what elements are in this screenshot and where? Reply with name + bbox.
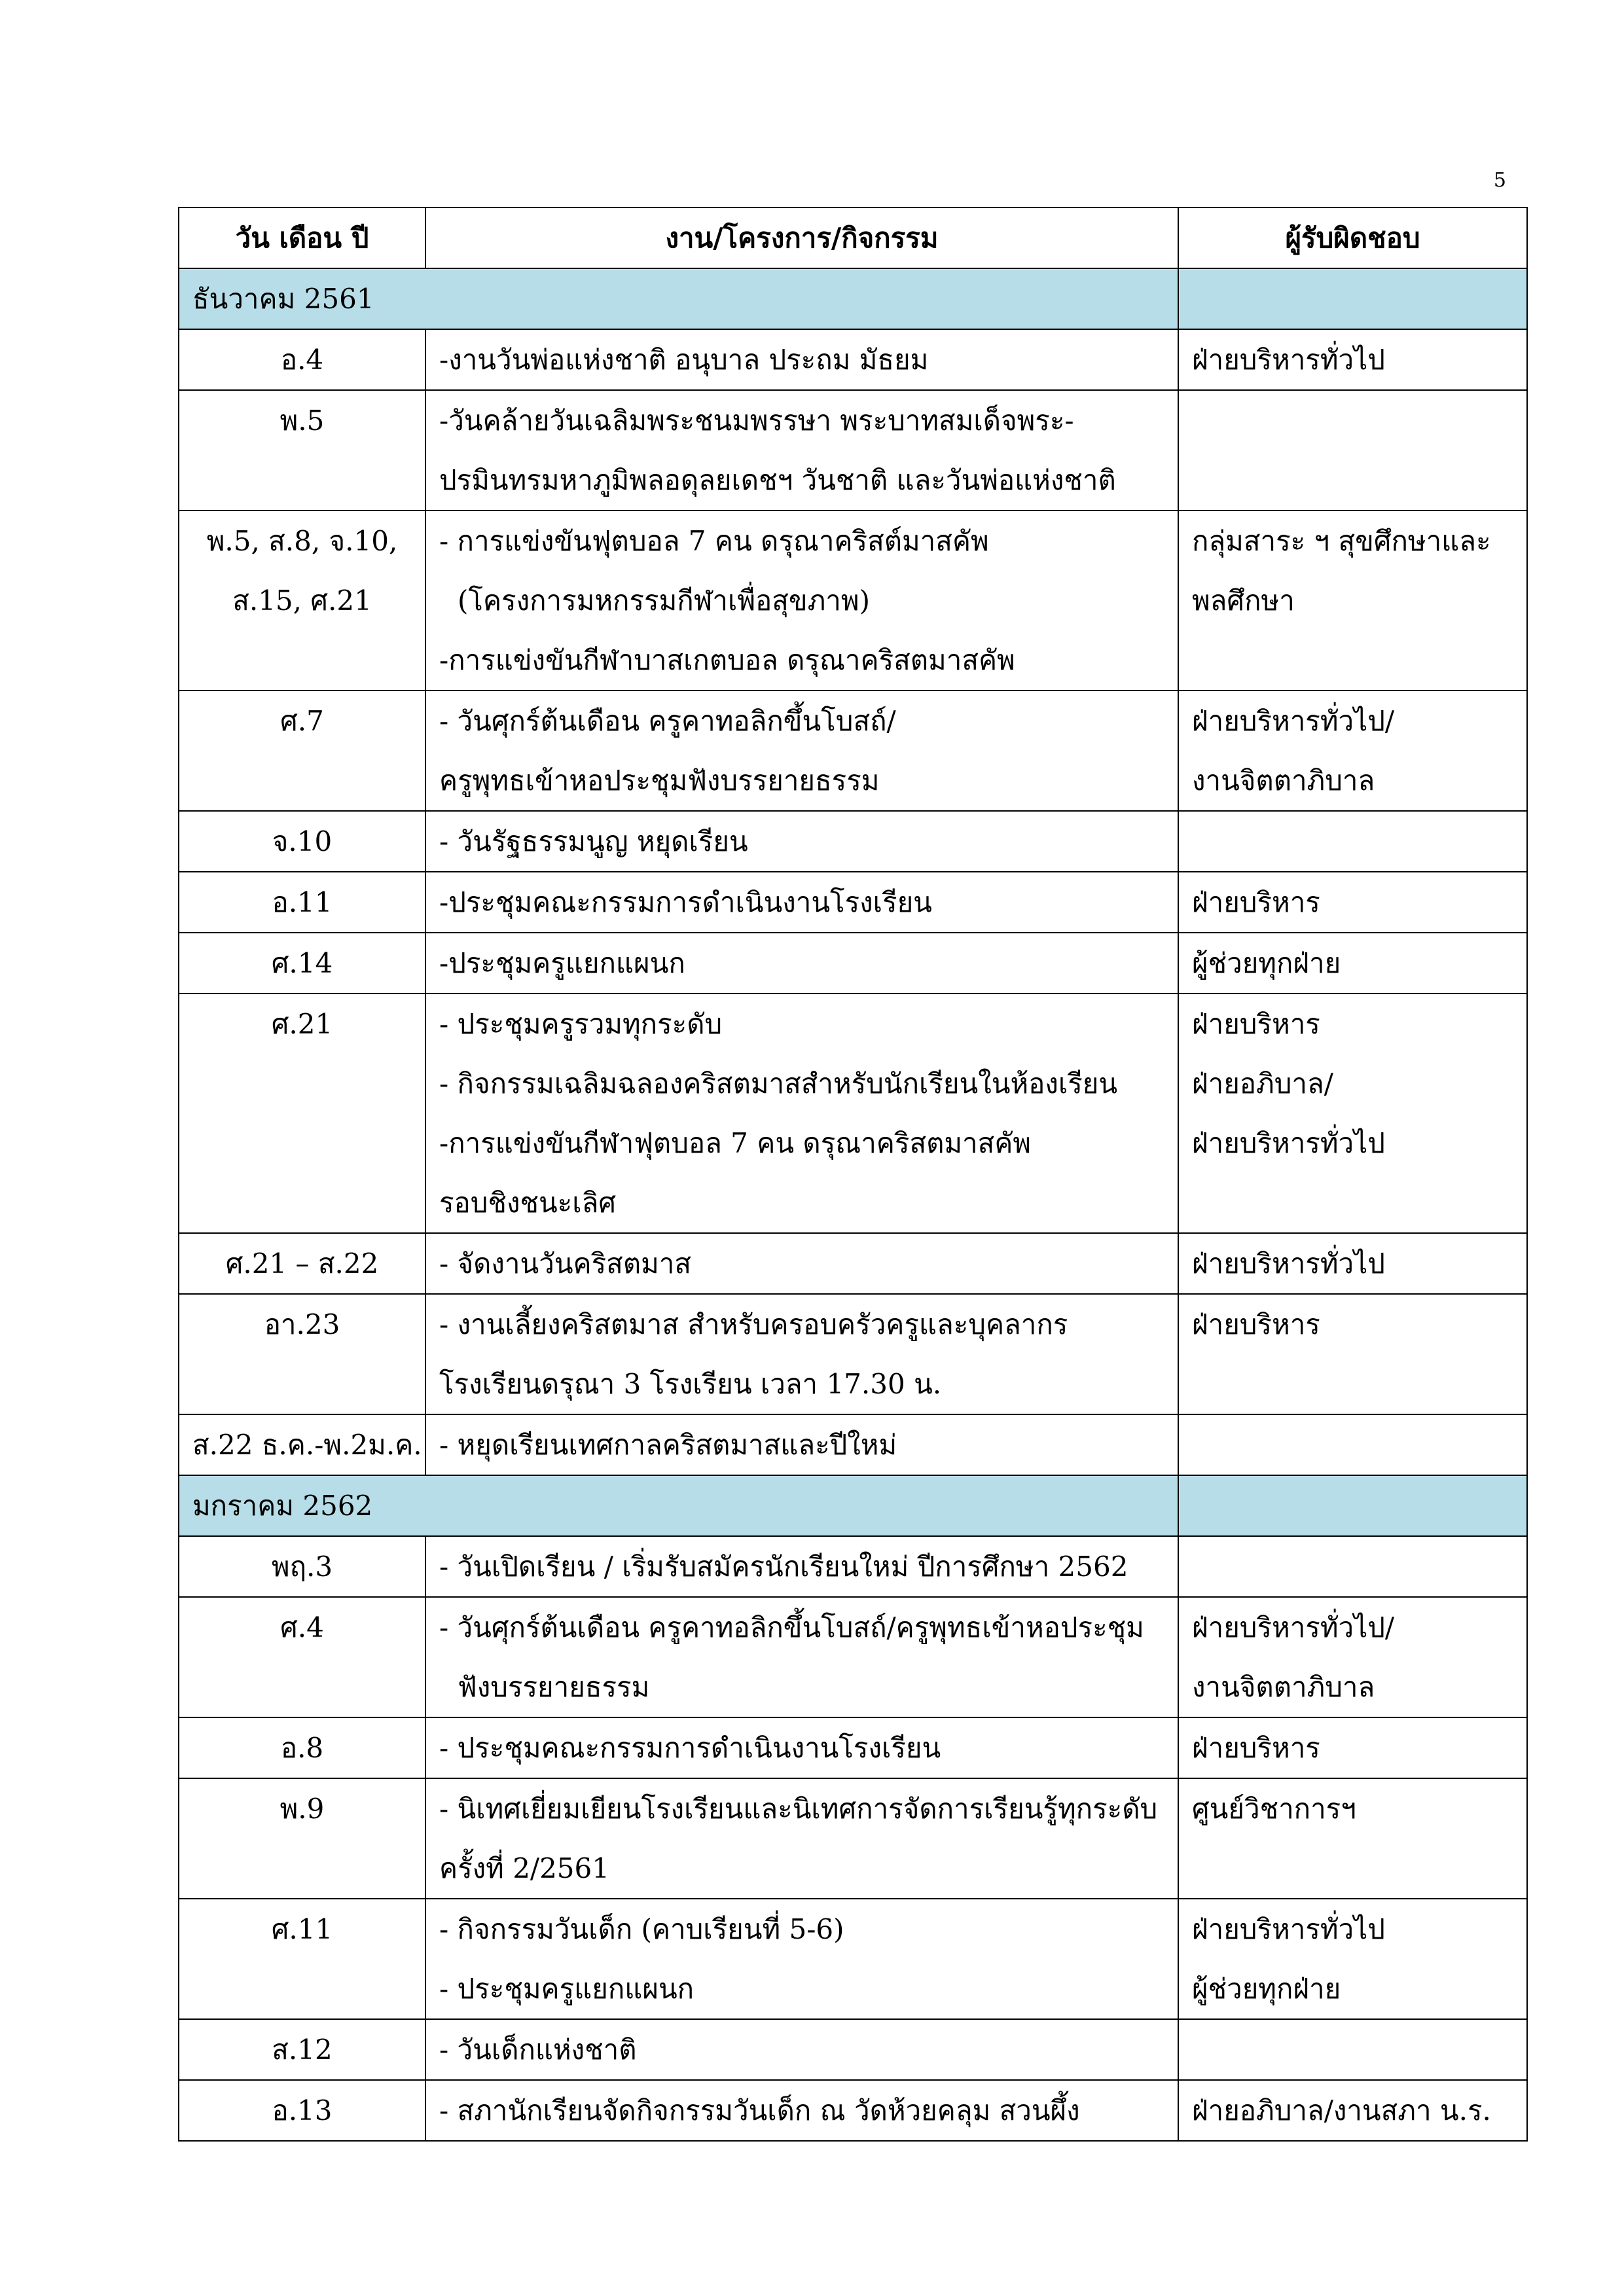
responsible-cell: [1178, 1294, 1527, 1414]
activity-cell: [425, 1536, 1178, 1597]
activity-cell: [425, 2019, 1178, 2080]
date-cell: [179, 1778, 425, 1899]
date-cell: [179, 1233, 425, 1294]
date-cell: [179, 1536, 425, 1597]
activity-cell-line: -การแข่งขันกีฬาบาสเกตบอล ดรุณาคริสตมาสคัพ: [439, 644, 1015, 676]
date-cell: [179, 933, 425, 994]
date-cell: [179, 2080, 425, 2141]
header-activity: งาน/โครงการ/กิจกรรม: [425, 207, 1178, 268]
responsible-cell: [1178, 1899, 1527, 2019]
page-number: 5: [1493, 169, 1506, 192]
date-cell: [179, 329, 425, 390]
responsible-cell-line: ฝ่ายบริหารทั่วไป: [1192, 1127, 1385, 1159]
responsible-cell-line: ฝ่ายอภิบาล/งานสภา น.ร.: [1192, 2094, 1491, 2126]
activity-cell-line: ฟังบรรยายธรรม: [458, 1671, 650, 1703]
table-row: [179, 329, 1527, 390]
responsible-cell: [1178, 1233, 1527, 1294]
activity-cell: [425, 1294, 1178, 1414]
activity-cell-line: ปรมินทรมหาภูมิพลอดุลยเดชฯ วันชาติ และวันพ่อแห่งชาติ: [439, 464, 1116, 496]
responsible-cell-line: พลศึกษา: [1192, 584, 1295, 617]
responsible-cell-line: ฝ่ายบริหาร: [1192, 886, 1320, 918]
responsible-cell-line: ฝ่ายบริหาร: [1192, 1732, 1320, 1764]
activity-cell-line: ครั้งที่ 2/2561: [439, 1852, 609, 1884]
date-cell-line: ศ.21: [271, 1008, 333, 1040]
activity-cell: [425, 691, 1178, 811]
responsible-cell-line: ฝ่ายอภิบาล/: [1192, 1067, 1333, 1100]
date-cell-line: ศ.21 – ส.22: [225, 1247, 379, 1280]
date-cell-line: ศ.7: [280, 705, 324, 737]
activity-cell-line: - วันเปิดเรียน / เริ่มรับสมัครนักเรียนใหม่ ปีการศึกษา 2562: [439, 1551, 1128, 1583]
date-cell-line: อ.13: [272, 2094, 333, 2126]
table-row: [179, 872, 1527, 933]
header-date: วัน เดือน ปี: [179, 207, 425, 268]
responsible-cell-line: งานจิตตาภิบาล: [1192, 764, 1375, 797]
table-row: [179, 1536, 1527, 1597]
date-cell-line: ส.15, ศ.21: [232, 584, 372, 617]
activity-cell-line: -การแข่งขันกีฬาฟุตบอล 7 คน ดรุณาคริสตมาสคัพ: [439, 1127, 1032, 1159]
activity-cell-line: (โครงการมหกรรมกีฬาเพื่อสุขภาพ): [458, 584, 870, 617]
date-cell-line: อ.4: [280, 344, 324, 376]
table-row: [179, 691, 1527, 811]
table-row: [179, 1414, 1527, 1475]
date-cell-line: อา.23: [264, 1308, 340, 1340]
responsible-cell: [1178, 1717, 1527, 1778]
date-cell: [179, 994, 425, 1233]
activity-cell: [425, 2080, 1178, 2141]
responsible-cell: [1178, 1414, 1527, 1475]
activity-cell: [425, 1414, 1178, 1475]
responsible-cell: [1178, 1778, 1527, 1899]
responsible-cell-line: ศูนย์วิชาการฯ: [1192, 1793, 1356, 1825]
date-cell: [179, 1294, 425, 1414]
activity-cell-line: - หยุดเรียนเทศกาลคริสตมาสและปีใหม่: [439, 1429, 897, 1461]
date-cell-line: ส.22 ธ.ค.-พ.2ม.ค.: [192, 1429, 422, 1461]
date-cell: [179, 2019, 425, 2080]
table-row: [179, 2080, 1527, 2141]
responsible-cell-line: กลุ่มสาระ ฯ สุขศึกษาและ: [1192, 525, 1491, 557]
responsible-cell-line: ผู้ช่วยทุกฝ่าย: [1192, 947, 1341, 979]
activity-cell: [425, 1233, 1178, 1294]
responsible-cell: [1178, 691, 1527, 811]
activity-cell-line: - นิเทศเยี่ยมเยียนโรงเรียนและนิเทศการจัดการเรียนรู้ทุกระดับ: [439, 1793, 1158, 1825]
activity-cell-line: -ประชุมคณะกรรมการดำเนินงานโรงเรียน: [439, 886, 932, 918]
date-cell-line: ศ.4: [280, 1611, 324, 1643]
activity-cell-line: โรงเรียนดรุณา 3 โรงเรียน เวลา 17.30 น.: [439, 1368, 942, 1400]
activity-cell: [425, 1717, 1178, 1778]
responsible-cell-line: ผู้ช่วยทุกฝ่าย: [1192, 1973, 1341, 2005]
activity-cell-line: -วันคล้ายวันเฉลิมพระชนมพรรษา พระบาทสมเด็จพระ-: [439, 404, 1074, 437]
responsible-cell-line: ฝ่ายบริหาร: [1192, 1008, 1320, 1040]
table-row: [179, 1294, 1527, 1414]
date-cell-line: ศ.14: [271, 947, 333, 979]
date-cell-line: พ.5, ส.8, จ.10,: [206, 525, 398, 557]
date-cell-line: อ.8: [280, 1732, 324, 1764]
activity-cell-line: - กิจกรรมเฉลิมฉลองคริสตมาสสำหรับนักเรียนในห้องเรียน: [439, 1067, 1118, 1100]
table-body: [179, 268, 1527, 2141]
table-row: [179, 811, 1527, 872]
schedule-table: [178, 207, 1528, 2142]
activity-cell: [425, 390, 1178, 511]
date-cell: [179, 511, 425, 691]
responsible-cell-line: งานจิตตาภิบาล: [1192, 1671, 1375, 1703]
responsible-cell: [1178, 933, 1527, 994]
month-row: [179, 268, 1527, 329]
responsible-cell-line: ฝ่ายบริหาร: [1192, 1308, 1320, 1340]
activity-cell-line: - วันเด็กแห่งชาติ: [439, 2034, 637, 2066]
activity-cell: [425, 511, 1178, 691]
activity-cell-line: - กิจกรรมวันเด็ก (คาบเรียนที่ 5-6): [439, 1913, 844, 1945]
responsible-cell: [1178, 872, 1527, 933]
responsible-cell: [1178, 1536, 1527, 1597]
date-cell-line: ส.12: [272, 2034, 333, 2066]
date-cell: [179, 811, 425, 872]
activity-cell: [425, 811, 1178, 872]
activity-cell-line: -งานวันพ่อแห่งชาติ อนุบาล ประถม มัธยม: [439, 344, 929, 376]
activity-cell: [425, 933, 1178, 994]
table-row: [179, 2019, 1527, 2080]
month-row-blank-cell: [1178, 268, 1527, 329]
activity-cell-line: - จัดงานวันคริสตมาส: [439, 1247, 691, 1280]
activity-cell: [425, 1597, 1178, 1717]
activity-cell-line: - ประชุมคณะกรรมการดำเนินงานโรงเรียน: [439, 1732, 941, 1764]
activity-cell-line: - วันศุกร์ต้นเดือน ครูคาทอลิกขึ้นโบสถ์/ครูพุทธเข้าหอประชุม: [439, 1611, 1144, 1643]
responsible-cell: [1178, 390, 1527, 511]
activity-cell: [425, 1899, 1178, 2019]
date-cell-line: จ.10: [272, 825, 333, 857]
table-header: [179, 207, 1527, 268]
responsible-cell: [1178, 1597, 1527, 1717]
date-cell-line: พ.9: [280, 1793, 325, 1825]
month-row-blank-cell: [1178, 1475, 1527, 1536]
date-cell: [179, 691, 425, 811]
responsible-cell: [1178, 2080, 1527, 2141]
responsible-cell: [1178, 994, 1527, 1233]
table-row: [179, 933, 1527, 994]
month-row: [179, 1475, 1527, 1536]
responsible-cell: [1178, 329, 1527, 390]
date-cell: [179, 390, 425, 511]
activity-cell-line: - วันรัฐธรรมนูญ หยุดเรียน: [439, 825, 748, 857]
responsible-cell-line: ฝ่ายบริหารทั่วไป/: [1192, 705, 1395, 737]
header-responsible: ผู้รับผิดชอบ: [1178, 207, 1527, 268]
responsible-cell-line: ฝ่ายบริหารทั่วไป: [1192, 344, 1385, 376]
responsible-cell-line: ฝ่ายบริหารทั่วไป/: [1192, 1611, 1395, 1643]
date-cell: [179, 1717, 425, 1778]
date-cell: [179, 1597, 425, 1717]
date-cell: [179, 1899, 425, 2019]
table-row: [179, 1597, 1527, 1717]
activity-cell: [425, 329, 1178, 390]
table-row: [179, 511, 1527, 691]
date-cell: [179, 1414, 425, 1475]
table-row: [179, 1899, 1527, 2019]
activity-cell-line: - ประชุมครูแยกแผนก: [439, 1973, 695, 2005]
activity-cell-line: - สภานักเรียนจัดกิจกรรมวันเด็ก ณ วัดห้วยคลุม สวนผึ้ง: [439, 2094, 1080, 2126]
table-row: [179, 994, 1527, 1233]
table-row: [179, 390, 1527, 511]
date-cell: [179, 872, 425, 933]
table-row: [179, 1233, 1527, 1294]
activity-cell-line: -ประชุมครูแยกแผนก: [439, 947, 685, 979]
table-row: [179, 1778, 1527, 1899]
activity-cell: [425, 872, 1178, 933]
responsible-cell: [1178, 2019, 1527, 2080]
date-cell-line: พ.5: [280, 404, 325, 437]
month-label: มกราคม 2562: [179, 1475, 1178, 1536]
date-cell-line: พฤ.3: [271, 1551, 333, 1583]
responsible-cell: [1178, 511, 1527, 691]
responsible-cell-line: ฝ่ายบริหารทั่วไป: [1192, 1913, 1385, 1945]
month-label: ธันวาคม 2561: [179, 268, 1178, 329]
activity-cell: [425, 1778, 1178, 1899]
activity-cell-line: - การแข่งขันฟุตบอล 7 คน ดรุณาคริสต์มาสคัพ: [439, 525, 989, 557]
responsible-cell: [1178, 811, 1527, 872]
activity-cell-line: - งานเลี้ยงคริสตมาส สำหรับครอบครัวครูและบุคลากร: [439, 1308, 1068, 1340]
activity-cell-line: รอบชิงชนะเลิศ: [439, 1187, 616, 1219]
activity-cell-line: - ประชุมครูรวมทุกระดับ: [439, 1008, 723, 1040]
activity-cell-line: ครูพุทธเข้าหอประชุมฟังบรรยายธรรม: [439, 764, 880, 797]
date-cell-line: อ.11: [272, 886, 333, 918]
activity-cell: [425, 994, 1178, 1233]
responsible-cell-line: ฝ่ายบริหารทั่วไป: [1192, 1247, 1385, 1280]
activity-cell-line: - วันศุกร์ต้นเดือน ครูคาทอลิกขึ้นโบสถ์/: [439, 705, 896, 737]
table-row: [179, 1717, 1527, 1778]
date-cell-line: ศ.11: [271, 1913, 333, 1945]
